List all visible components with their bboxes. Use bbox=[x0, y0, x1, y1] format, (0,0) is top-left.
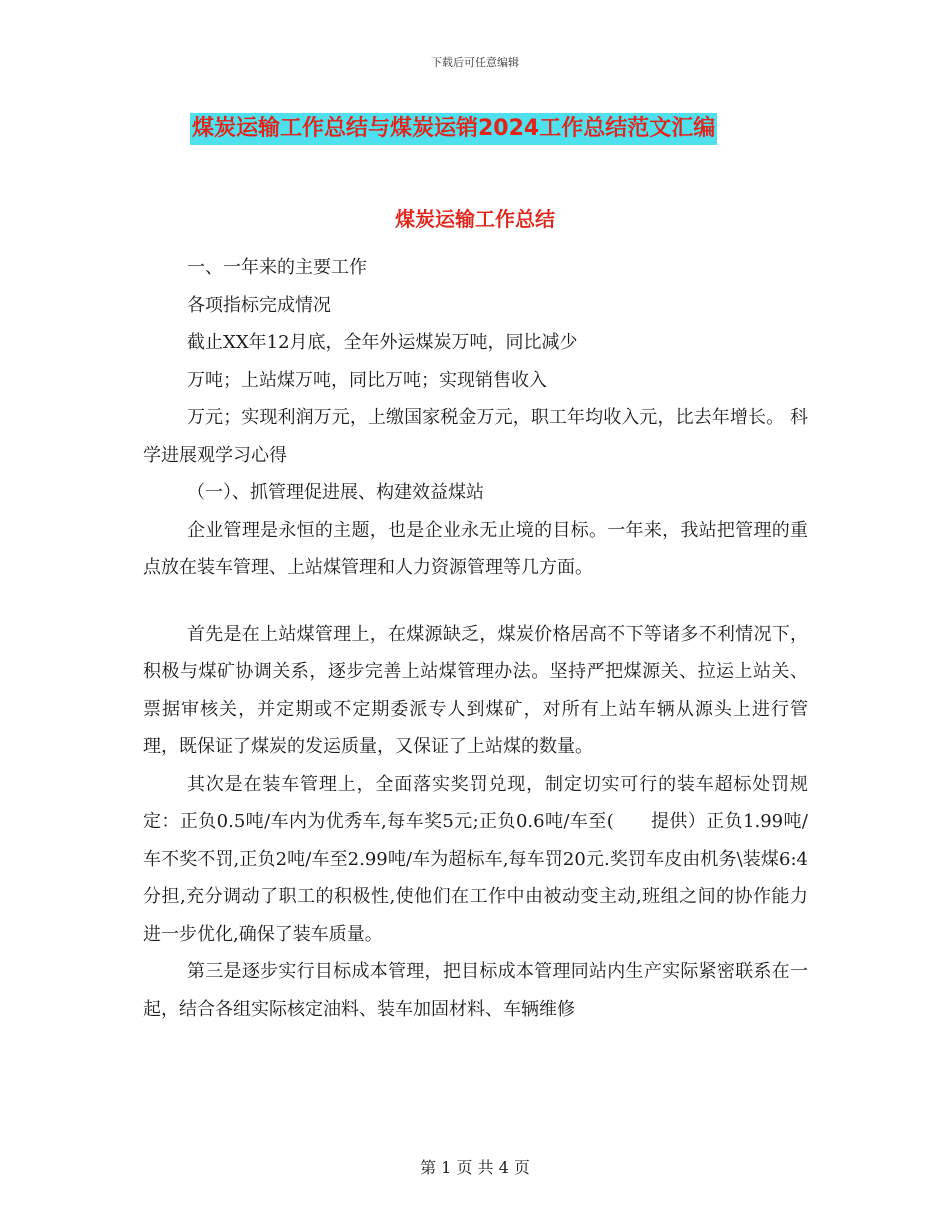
paragraph-gap bbox=[143, 587, 808, 616]
paragraph-line: 截止XX年12月底，全年外运煤炭万吨，同比减少 bbox=[187, 332, 578, 353]
paragraph: 其次是在装车管理上，全面落实奖罚兑现，制定切实可行的装车超标处罚规定：正负0.5吨/车内为优秀车,每车奖5元;正负0.6吨/车至( 提供）正负1.99吨/车不奖不罚,正负2吨/车至2.99吨/车为超标车,每车罚20元.奖罚车皮由机务\装煤6:4分担,充分调动了职工的积极性,使他们在工作中由被动变主动,班组之间的协作能力进一步优化,确保了装车质量。 bbox=[143, 773, 808, 945]
section-title: 煤炭运输工作总结 bbox=[395, 207, 555, 231]
paragraph: 企业管理是永恒的主题，也是企业永无止境的目标。一年来，我站把管理的重点放在装车管理、上站煤管理和人力资源管理等几方面。 bbox=[143, 519, 808, 578]
heading-main-work: 一、一年来的主要工作 bbox=[187, 257, 367, 278]
subheading-management: （一）、抓管理促进展、构建效益煤站 bbox=[187, 482, 484, 503]
document-body bbox=[143, 249, 808, 1028]
header-note: 下载后可任意编辑 bbox=[431, 56, 519, 69]
paragraph: 第三是逐步实行目标成本管理，把目标成本管理同站内生产实际紧密联系在一起，结合各组实际核定油料、装车加固材料、车辆维修 bbox=[143, 961, 808, 1020]
heading-indicators: 各项指标完成情况 bbox=[187, 294, 331, 316]
paragraph-line: 万吨；上站煤万吨，同比万吨；实现销售收入 bbox=[187, 369, 547, 391]
page-footer: 第 1 页 共 4 页 bbox=[420, 1158, 530, 1177]
document-title: 煤炭运输工作总结与煤炭运销2024工作总结范文汇编 bbox=[190, 113, 717, 145]
paragraph: 万元；实现利润万元，上缴国家税金万元，职工年均收入元，比去年增长。 科学进展观学习心得 bbox=[143, 407, 808, 466]
paragraph: 首先是在上站煤管理上，在煤源缺乏，煤炭价格居高不下等诸多不利情况下，积极与煤矿协调关系，逐步完善上站煤管理办法。坚持严把煤源关、拉运上站关、票据审核关，并定期或不定期委派专人到煤矿，对所有上站车辆从源头上进行管理，既保证了煤炭的发运质量，又保证了上站煤的数量。 bbox=[143, 623, 808, 757]
